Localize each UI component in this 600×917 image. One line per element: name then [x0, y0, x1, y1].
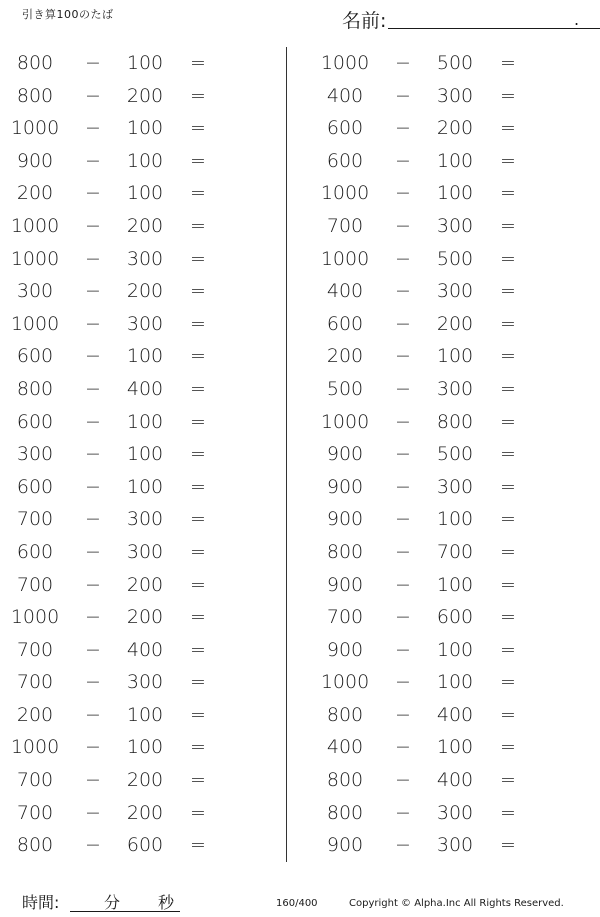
minus-sign: −: [85, 443, 101, 466]
problem-row: [310, 536, 540, 569]
problem-row: [310, 731, 540, 764]
minus-sign: −: [85, 182, 101, 205]
subtrahend: 300: [436, 834, 474, 857]
minuend: 600: [16, 410, 54, 433]
minus-sign: −: [395, 834, 411, 857]
minus-sign: −: [395, 377, 411, 400]
subtrahend: 700: [436, 540, 474, 563]
equals-sign: =: [190, 52, 206, 74]
problem-row: [0, 666, 230, 699]
problem-row: [310, 373, 540, 406]
minuend: 300: [16, 443, 54, 466]
equals-sign: =: [190, 638, 206, 661]
problem-row: [310, 340, 540, 373]
minuend: 900: [326, 573, 364, 596]
page-counter: 160/400: [276, 898, 318, 909]
minuend: 1000: [10, 117, 60, 140]
minuend: 600: [16, 345, 54, 368]
minus-sign: −: [85, 508, 101, 531]
problem-row: [310, 699, 540, 732]
minus-sign: −: [395, 769, 411, 792]
problem-row: [310, 438, 540, 471]
problem-row: [310, 797, 540, 830]
problem-row: [0, 601, 230, 634]
problem-row: [310, 406, 540, 439]
problem-row: [0, 438, 230, 471]
minus-sign: −: [395, 606, 411, 629]
minus-sign: −: [85, 84, 101, 107]
problem-row: [0, 373, 230, 406]
subtrahend: 500: [436, 443, 474, 466]
minuend: 900: [326, 475, 364, 498]
problem-row: [0, 797, 230, 830]
minuend: 600: [16, 540, 54, 563]
minuend: 900: [326, 508, 364, 531]
minus-sign: −: [395, 573, 411, 596]
minus-sign: −: [395, 214, 411, 237]
equals-sign: =: [500, 508, 516, 531]
equals-sign: =: [190, 475, 206, 498]
problem-row: [0, 406, 230, 439]
equals-sign: =: [190, 606, 206, 629]
minus-sign: −: [395, 475, 411, 498]
problem-row: [0, 731, 230, 764]
problem-row: [0, 536, 230, 569]
equals-sign: =: [500, 280, 516, 303]
minuend: 900: [326, 834, 364, 857]
minus-sign: −: [395, 638, 411, 661]
problem-row: [310, 210, 540, 243]
minuend: 1000: [10, 312, 60, 335]
equals-sign: =: [500, 182, 516, 205]
minus-sign: −: [395, 508, 411, 531]
subtrahend: 100: [436, 149, 474, 172]
minus-sign: −: [85, 703, 101, 726]
subtrahend: 200: [436, 117, 474, 140]
subtrahend: 300: [436, 801, 474, 824]
subtrahend: 100: [436, 638, 474, 661]
equals-sign: =: [190, 540, 206, 563]
minus-sign: −: [85, 117, 101, 140]
name-blank-line: [388, 28, 600, 29]
equals-sign: =: [500, 377, 516, 400]
problem-row: [310, 764, 540, 797]
problem-row: [0, 829, 230, 862]
minuend: 200: [16, 703, 54, 726]
minuend: 800: [326, 540, 364, 563]
equals-sign: =: [500, 703, 516, 726]
subtrahend: 400: [436, 703, 474, 726]
equals-sign: =: [500, 475, 516, 498]
subtrahend: 200: [126, 606, 164, 629]
subtrahend: 600: [436, 606, 474, 629]
subtrahend: 400: [126, 638, 164, 661]
minus-sign: −: [395, 182, 411, 205]
minuend: 900: [326, 638, 364, 661]
minuend: 600: [326, 312, 364, 335]
problem-row: [310, 275, 540, 308]
minuend: 200: [326, 345, 364, 368]
subtrahend: 200: [126, 214, 164, 237]
subtrahend: 200: [126, 280, 164, 303]
subtrahend: 100: [436, 573, 474, 596]
subtrahend: 300: [126, 312, 164, 335]
problem-row: [0, 145, 230, 178]
subtrahend: 100: [126, 736, 164, 759]
minuend: 600: [326, 149, 364, 172]
equals-sign: =: [500, 736, 516, 759]
subtrahend: 200: [126, 769, 164, 792]
minuend: 1000: [320, 247, 370, 270]
minus-sign: −: [85, 410, 101, 433]
problem-row: [310, 47, 540, 80]
name-end-mark: .: [574, 10, 580, 29]
minuend: 800: [326, 801, 364, 824]
minuend: 1000: [320, 52, 370, 74]
minus-sign: −: [85, 540, 101, 563]
problem-row: [310, 569, 540, 602]
problem-row: [310, 177, 540, 210]
subtrahend: 100: [126, 345, 164, 368]
worksheet-title: 引き算100のたば: [22, 8, 114, 21]
minuend: 800: [16, 834, 54, 857]
equals-sign: =: [500, 443, 516, 466]
equals-sign: =: [500, 769, 516, 792]
problem-row: [0, 243, 230, 276]
subtrahend: 800: [436, 410, 474, 433]
problem-row: [310, 145, 540, 178]
equals-sign: =: [190, 149, 206, 172]
subtrahend: 300: [436, 475, 474, 498]
minuend: 200: [16, 182, 54, 205]
subtrahend: 600: [126, 834, 164, 857]
equals-sign: =: [190, 247, 206, 270]
subtrahend: 100: [436, 508, 474, 531]
problem-row: [0, 275, 230, 308]
minus-sign: −: [85, 638, 101, 661]
problem-row: [310, 666, 540, 699]
minus-sign: −: [395, 84, 411, 107]
minuend: 1000: [320, 410, 370, 433]
minus-sign: −: [85, 52, 101, 74]
problem-row: [310, 112, 540, 145]
subtrahend: 300: [436, 377, 474, 400]
name-field: [342, 6, 582, 32]
seconds-label: 秒: [158, 893, 175, 912]
equals-sign: =: [190, 703, 206, 726]
minuend: 300: [16, 280, 54, 303]
minus-sign: −: [395, 540, 411, 563]
subtrahend: 300: [436, 214, 474, 237]
minuend: 700: [16, 769, 54, 792]
subtrahend: 300: [126, 247, 164, 270]
minuend: 800: [16, 377, 54, 400]
minuend: 900: [16, 149, 54, 172]
minus-sign: −: [395, 671, 411, 694]
equals-sign: =: [500, 84, 516, 107]
equals-sign: =: [190, 671, 206, 694]
equals-sign: =: [190, 117, 206, 140]
minuend: 700: [16, 573, 54, 596]
equals-sign: =: [190, 345, 206, 368]
equals-sign: =: [190, 736, 206, 759]
equals-sign: =: [500, 312, 516, 335]
problem-row: [0, 699, 230, 732]
equals-sign: =: [190, 443, 206, 466]
minuend: 700: [326, 606, 364, 629]
minus-sign: −: [85, 149, 101, 172]
minuend: 1000: [10, 247, 60, 270]
minus-sign: −: [395, 247, 411, 270]
minuend: 700: [16, 508, 54, 531]
minus-sign: −: [85, 834, 101, 857]
problem-column-right: [310, 47, 540, 862]
problem-row: [0, 47, 230, 80]
minus-sign: −: [395, 736, 411, 759]
minus-sign: −: [395, 52, 411, 74]
problem-row: [0, 503, 230, 536]
problem-row: [0, 764, 230, 797]
subtrahend: 300: [436, 280, 474, 303]
equals-sign: =: [190, 834, 206, 857]
equals-sign: =: [190, 410, 206, 433]
minus-sign: −: [395, 312, 411, 335]
equals-sign: =: [190, 312, 206, 335]
minuend: 1000: [10, 214, 60, 237]
minuend: 600: [326, 117, 364, 140]
problem-row: [0, 471, 230, 504]
subtrahend: 500: [436, 247, 474, 270]
minuend: 400: [326, 736, 364, 759]
subtrahend: 100: [126, 443, 164, 466]
subtrahend: 100: [126, 475, 164, 498]
subtrahend: 200: [436, 312, 474, 335]
subtrahend: 100: [126, 117, 164, 140]
subtrahend: 300: [436, 84, 474, 107]
minus-sign: −: [395, 280, 411, 303]
copyright-notice: Copyright © Alpha.Inc All Rights Reserved.: [349, 898, 564, 909]
subtrahend: 400: [436, 769, 474, 792]
problem-row: [0, 210, 230, 243]
equals-sign: =: [190, 84, 206, 107]
minus-sign: −: [395, 410, 411, 433]
equals-sign: =: [190, 280, 206, 303]
minus-sign: −: [85, 736, 101, 759]
minus-sign: −: [85, 280, 101, 303]
minus-sign: −: [395, 117, 411, 140]
equals-sign: =: [500, 671, 516, 694]
column-divider: [286, 47, 287, 862]
subtrahend: 400: [126, 377, 164, 400]
time-field: [22, 890, 192, 914]
minuend: 800: [16, 52, 54, 74]
subtrahend: 100: [436, 182, 474, 205]
equals-sign: =: [190, 573, 206, 596]
equals-sign: =: [190, 182, 206, 205]
minus-sign: −: [85, 312, 101, 335]
minuend: 700: [16, 638, 54, 661]
minus-sign: −: [85, 769, 101, 792]
minus-sign: −: [85, 801, 101, 824]
minuend: 1000: [10, 736, 60, 759]
minuend: 1000: [10, 606, 60, 629]
minuend: 1000: [320, 182, 370, 205]
equals-sign: =: [190, 214, 206, 237]
subtrahend: 500: [436, 52, 474, 74]
minuend: 700: [16, 801, 54, 824]
minus-sign: −: [85, 214, 101, 237]
minuend: 400: [326, 84, 364, 107]
subtrahend: 300: [126, 671, 164, 694]
minus-sign: −: [85, 345, 101, 368]
problem-row: [0, 80, 230, 113]
problem-row: [0, 177, 230, 210]
minus-sign: −: [395, 443, 411, 466]
equals-sign: =: [500, 149, 516, 172]
minutes-label: 分: [104, 893, 121, 912]
subtrahend: 100: [436, 345, 474, 368]
name-label: 名前:: [342, 10, 387, 32]
minuend: 1000: [320, 671, 370, 694]
problem-row: [310, 471, 540, 504]
minus-sign: −: [85, 671, 101, 694]
problem-row: [310, 634, 540, 667]
equals-sign: =: [190, 377, 206, 400]
subtrahend: 100: [126, 52, 164, 74]
equals-sign: =: [190, 801, 206, 824]
equals-sign: =: [500, 606, 516, 629]
problem-row: [0, 112, 230, 145]
minuend: 800: [326, 703, 364, 726]
minuend: 500: [326, 377, 364, 400]
problem-row: [310, 308, 540, 341]
subtrahend: 200: [126, 84, 164, 107]
minus-sign: −: [85, 573, 101, 596]
minus-sign: −: [85, 247, 101, 270]
minus-sign: −: [85, 475, 101, 498]
equals-sign: =: [500, 214, 516, 237]
equals-sign: =: [500, 345, 516, 368]
subtrahend: 100: [436, 671, 474, 694]
equals-sign: =: [500, 638, 516, 661]
minuend: 800: [16, 84, 54, 107]
minuend: 700: [16, 671, 54, 694]
problem-column-left: [0, 47, 230, 862]
minus-sign: −: [85, 606, 101, 629]
problem-row: [310, 601, 540, 634]
minuend: 700: [326, 214, 364, 237]
minus-sign: −: [395, 345, 411, 368]
minuend: 400: [326, 280, 364, 303]
problem-row: [0, 308, 230, 341]
problem-row: [310, 243, 540, 276]
subtrahend: 100: [126, 149, 164, 172]
subtrahend: 100: [126, 703, 164, 726]
minuend: 900: [326, 443, 364, 466]
problem-row: [310, 829, 540, 862]
equals-sign: =: [500, 801, 516, 824]
equals-sign: =: [500, 540, 516, 563]
equals-sign: =: [190, 508, 206, 531]
equals-sign: =: [500, 117, 516, 140]
minus-sign: −: [395, 801, 411, 824]
minus-sign: −: [395, 149, 411, 172]
problem-row: [310, 503, 540, 536]
problem-row: [0, 569, 230, 602]
subtrahend: 100: [436, 736, 474, 759]
subtrahend: 300: [126, 508, 164, 531]
equals-sign: =: [500, 573, 516, 596]
equals-sign: =: [500, 52, 516, 74]
subtrahend: 200: [126, 573, 164, 596]
equals-sign: =: [190, 769, 206, 792]
problem-row: [0, 340, 230, 373]
subtrahend: 100: [126, 410, 164, 433]
equals-sign: =: [500, 410, 516, 433]
equals-sign: =: [500, 834, 516, 857]
subtrahend: 200: [126, 801, 164, 824]
minus-sign: −: [85, 377, 101, 400]
problem-row: [310, 80, 540, 113]
equals-sign: =: [500, 247, 516, 270]
subtrahend: 300: [126, 540, 164, 563]
problem-row: [0, 634, 230, 667]
minuend: 800: [326, 769, 364, 792]
minus-sign: −: [395, 703, 411, 726]
time-label: 時間:: [22, 893, 60, 912]
minuend: 600: [16, 475, 54, 498]
subtrahend: 100: [126, 182, 164, 205]
